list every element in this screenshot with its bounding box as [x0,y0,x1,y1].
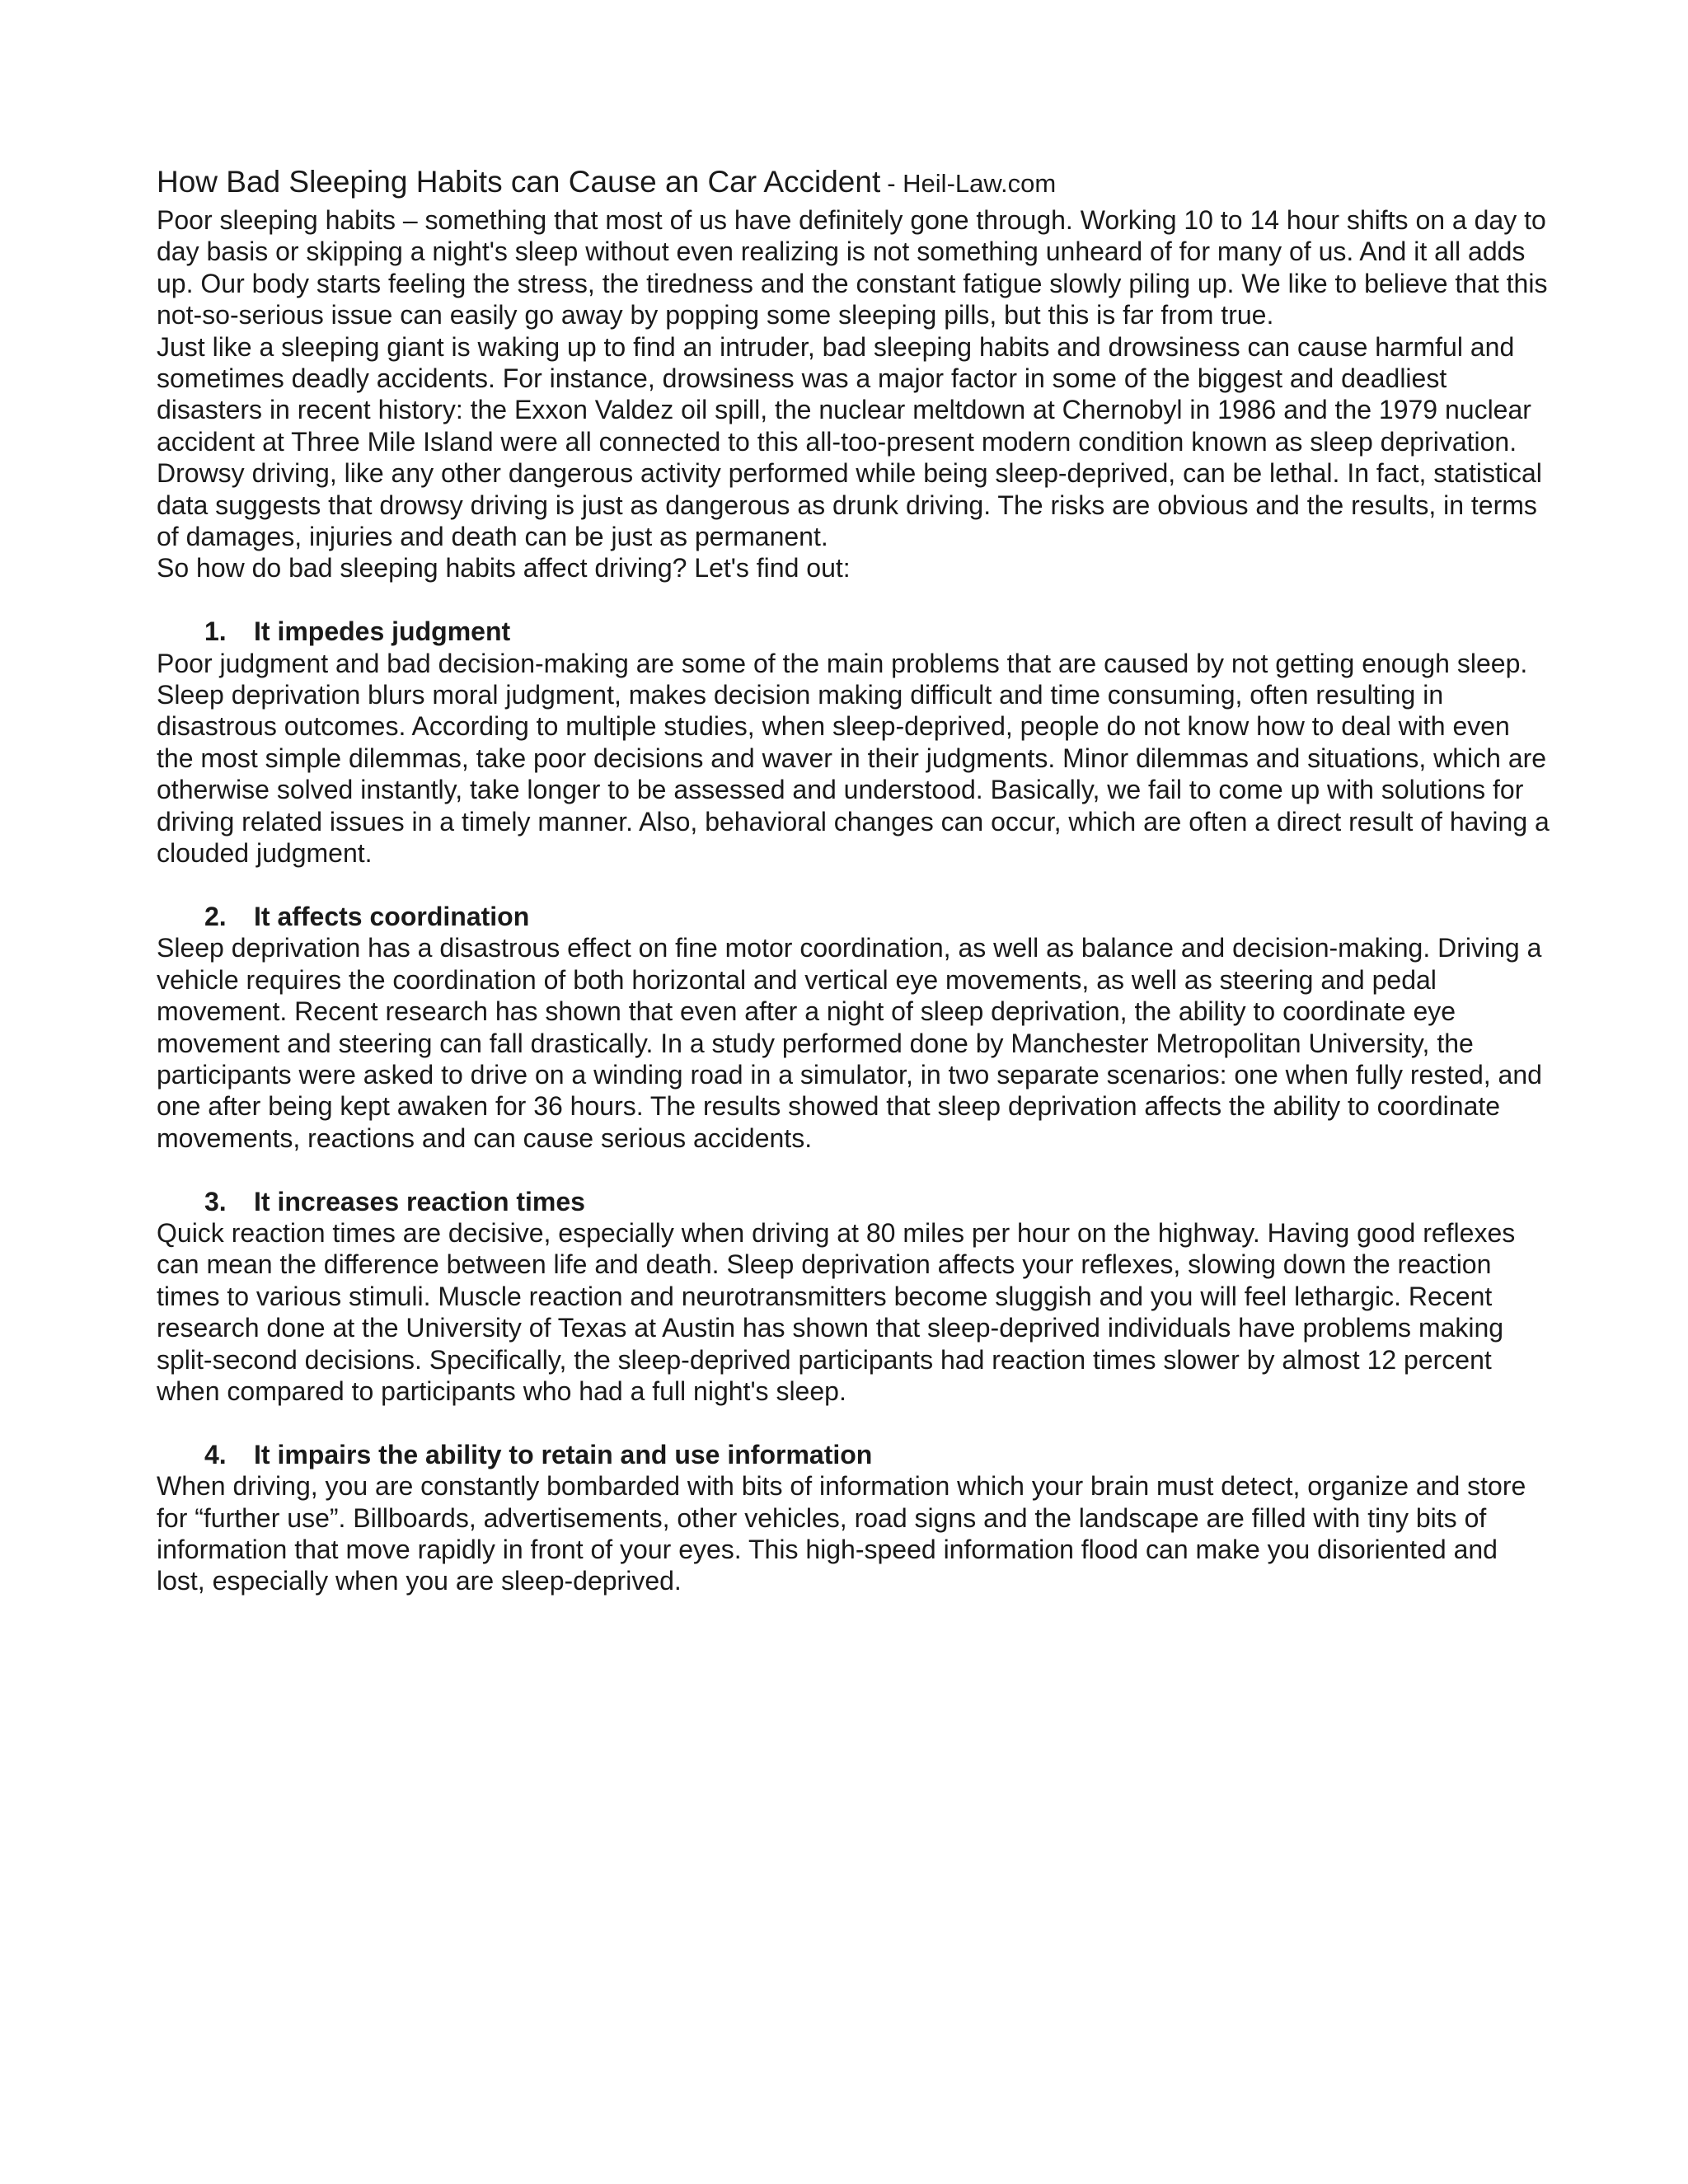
section-number: 3. [204,1186,227,1216]
section-paragraph: When driving, you are constantly bombarded with bits of information which your brain must detect, organize and store for “further use”. Billboards, advertisements, other vehicles, road signs and the landscape are filled with tiny bits of information that move rapidly in front of your eyes. This high-speed information flood can make you disoriented and lost, especially when you are sleep-deprived. [157,1471,1526,1596]
section-paragraph: Poor judgment and bad decision-making are some of the main problems that are caused by not getting enough sleep. Sleep deprivation blurs moral judgment, makes decision making difficult and time consuming, often resulting in disastrous outcomes. According to multiple studies, when sleep-deprived, people do not know how to deal with even the most simple dilemmas, take poor decisions and waver in their judgments. Minor dilemmas and situations, which are otherwise solved instantly, take longer to be assessed and understood. Basically, we fail to come up with solutions for driving related issues in a timely manner. Also, behavioral changes can occur, which are often a direct result of having a clouded judgment. [157,648,1550,869]
section-paragraph: Sleep deprivation has a disastrous effect on fine motor coordination, as well as balance and decision-making. Driving a vehicle requires the coordination of both horizontal and vertical eye movements, as well as steering and pedal movement. Recent research has shown that even after a night of sleep deprivation, the ability to coordinate eye movement and steering can fall drastically. In a study performed done by Manchester Metropolitan University, the participants were asked to drive on a winding road in a simulator, in two separate scenarios: one when fully rested, and one after being kept awaken for 36 hours. The results showed that sleep deprivation affects the ability to coordinate movements, reactions and can cause serious accidents. [157,933,1542,1153]
section-number: 1. [204,616,227,647]
section-heading-text: It impedes judgment [254,616,511,647]
site-name: - Heil-Law.com [887,169,1057,198]
section-number: 2. [204,901,227,931]
article-body [157,162,1550,1597]
intro-paragraph: Drowsy driving, like any other dangerous activity performed while being sleep-deprived, can be lethal. In fact, statistical data suggests that drowsy driving is just as dangerous as drunk driving. The risks are obvious and the results, in terms of damages, injuries and death can be just as permanent. [157,458,1542,552]
section-number: 4. [204,1439,227,1469]
section-heading [157,616,1550,647]
section-heading [157,1439,1550,1470]
section-heading-text: It impairs the ability to retain and use information [254,1439,873,1469]
intro-paragraph: So how do bad sleeping habits affect driving? Let's find out: [157,553,851,583]
page-title [157,162,1550,204]
section-heading-text: It affects coordination [254,901,530,931]
section-heading [157,1186,1550,1217]
intro-paragraph: Just like a sleeping giant is waking up to find an intruder, bad sleeping habits and drowsiness can cause harmful and sometimes deadly accidents. For instance, drowsiness was a major factor in some of the biggest and deadliest disasters in recent history: the Exxon Valdez oil spill, the nuclear meltdown at Chernobyl in 1986 and the 1979 nuclear accident at Three Mile Island were all connected to this all-too-present modern condition known as sleep deprivation. [157,331,1531,457]
section-paragraph: Quick reaction times are decisive, especially when driving at 80 miles per hour on the highway. Having good reflexes can mean the difference between life and death. Sleep deprivation affects your reflexes, slowing down the reaction times to various stimuli. Muscle reaction and neurotransmitters become sluggish and you will feel lethargic. Recent research done at the University of Texas at Austin has shown that sleep-deprived individuals have problems making split-second decisions. Specifically, the sleep-deprived participants had reaction times slower by almost 12 percent when compared to participants who had a full night's sleep. [157,1217,1516,1406]
intro-paragraph: Poor sleeping habits – something that most of us have definitely gone through. Working 10 to 14 hour shifts on a day to day basis or skipping a night's sleep without even realizing is not something unheard of for many of us. And it all adds up. Our body starts feeling the stress, the tiredness and the constant fatigue slowly piling up. We like to believe that this not-so-serious issue can easily go away by popping some sleeping pills, but this is far from true. [157,205,1548,330]
section-heading [157,901,1550,932]
section-heading-text: It increases reaction times [254,1186,585,1216]
title-text: How Bad Sleeping Habits can Cause an Car Accident [157,165,881,199]
